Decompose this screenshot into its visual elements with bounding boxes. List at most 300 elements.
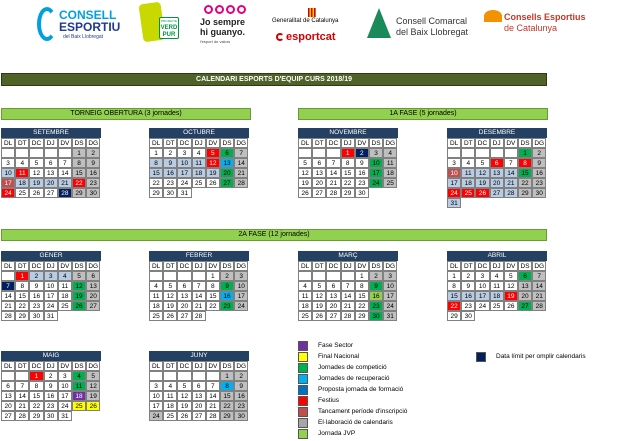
month-title: ABRIL: [447, 251, 547, 261]
month-calendar-octubre: [149, 128, 249, 198]
day-cell: 12: [29, 168, 43, 178]
weekday-header: DG: [383, 261, 397, 271]
day-cell: 6: [518, 271, 532, 281]
day-cell: 22: [518, 178, 532, 188]
day-cell: 23: [532, 178, 546, 188]
day-cell: 31: [58, 411, 72, 421]
day-cell: 22: [206, 301, 220, 311]
day-cell: 12: [86, 381, 100, 391]
day-cell: 19: [163, 301, 177, 311]
weekday-header: DS: [518, 138, 532, 148]
month-calendar-juny: [149, 351, 249, 421]
day-cell: 11: [163, 391, 177, 401]
day-cell: 4: [383, 148, 397, 158]
weekday-header: DT: [461, 261, 475, 271]
weekday-header: DL: [149, 261, 163, 271]
day-cell: 13: [1, 391, 15, 401]
consell-comarcal-text-1: Consell Comarcal: [396, 16, 468, 26]
day-cell: 21: [326, 178, 340, 188]
day-cell: 21: [192, 301, 206, 311]
day-cell: 15: [149, 168, 163, 178]
day-cell: 4: [149, 281, 163, 291]
empty-cell: [15, 148, 29, 158]
day-cell: 4: [461, 158, 475, 168]
jo-sempre-circles-icon: [204, 5, 254, 15]
weekday-header: DS: [518, 261, 532, 271]
day-cell: 22: [149, 178, 163, 188]
day-cell: 13: [518, 281, 532, 291]
day-cell: 27: [312, 188, 326, 198]
day-cell: 23: [86, 178, 100, 188]
empty-cell: [177, 271, 191, 281]
consells-esportius-text-2: de Catalunya: [504, 23, 558, 33]
day-cell: 29: [72, 188, 86, 198]
weekday-header: DL: [447, 138, 461, 148]
day-cell: 12: [312, 291, 326, 301]
day-cell: 13: [326, 291, 340, 301]
day-cell: 24: [369, 178, 383, 188]
day-cell: 30: [355, 188, 369, 198]
day-cell: 31: [44, 311, 58, 321]
month-calendar-febrer: [149, 251, 249, 321]
day-cell: 11: [461, 168, 475, 178]
day-cell: 13: [192, 391, 206, 401]
day-cell: 5: [163, 281, 177, 291]
day-cell: 2: [355, 148, 369, 158]
logo-consell-comarcal: [367, 8, 479, 42]
day-cell: 29: [220, 411, 234, 421]
legend-swatch: [298, 374, 308, 384]
empty-cell: [298, 148, 312, 158]
day-cell: 30: [44, 411, 58, 421]
empty-cell: [58, 148, 72, 158]
weekday-header: DL: [447, 261, 461, 271]
day-cell: 24: [383, 301, 397, 311]
logo-generalitat: [272, 8, 362, 48]
day-cell: 1: [341, 148, 355, 158]
weekday-header: DV: [355, 138, 369, 148]
day-cell: 20: [220, 168, 234, 178]
day-cell: 29: [447, 311, 461, 321]
day-cell: 17: [177, 168, 191, 178]
verd-pur-text-2: VERD: [160, 25, 178, 31]
empty-cell: [490, 148, 504, 158]
day-cell: 16: [220, 291, 234, 301]
day-cell: 18: [149, 301, 163, 311]
esportcat-logo: [276, 31, 356, 45]
weekday-header: DJ: [490, 261, 504, 271]
day-cell: 22: [355, 301, 369, 311]
weekday-header: DV: [206, 261, 220, 271]
day-cell: 16: [355, 168, 369, 178]
weekday-header: DS: [369, 261, 383, 271]
logo-consells-esportius: [484, 10, 619, 40]
day-cell: 28: [192, 311, 206, 321]
month-grid: [298, 261, 398, 321]
day-cell: 19: [312, 301, 326, 311]
day-cell: 10: [1, 168, 15, 178]
weekday-header: DG: [532, 261, 546, 271]
phase-1a-fase: 1A FASE (5 jornades): [298, 108, 548, 120]
day-cell: 2: [29, 271, 43, 281]
day-cell: 13: [177, 291, 191, 301]
day-cell: 19: [29, 178, 43, 188]
legend-label: Jornada JVP: [318, 430, 356, 437]
empty-cell: [15, 371, 29, 381]
day-cell: 18: [192, 168, 206, 178]
day-cell: 18: [72, 391, 86, 401]
day-cell: 16: [86, 168, 100, 178]
day-cell: 2: [369, 271, 383, 281]
day-cell: 13: [220, 158, 234, 168]
day-cell: 14: [15, 391, 29, 401]
day-cell: 20: [518, 291, 532, 301]
logo-jo-sempre: [200, 5, 262, 45]
day-cell: 13: [312, 168, 326, 178]
day-cell: 14: [326, 168, 340, 178]
legend-swatch: [298, 352, 308, 362]
month-grid: [298, 138, 398, 198]
day-cell: 23: [234, 401, 248, 411]
day-cell: 8: [72, 158, 86, 168]
legend-label: Jornades de competició: [318, 364, 387, 371]
day-cell: 22: [72, 178, 86, 188]
empty-cell: [29, 148, 43, 158]
weekday-header: DV: [58, 138, 72, 148]
day-cell: 28: [58, 188, 72, 198]
month-title: GENER: [1, 251, 101, 261]
day-cell: 9: [355, 158, 369, 168]
day-cell: 22: [447, 301, 461, 311]
day-cell: 28: [504, 188, 518, 198]
day-cell: 12: [475, 168, 489, 178]
day-cell: 20: [177, 301, 191, 311]
esportcat-mark-icon: [276, 33, 284, 41]
month-title: DESEMBRE: [447, 128, 547, 138]
day-cell: 29: [149, 188, 163, 198]
logo-text-3: del Baix Llobregat: [63, 34, 104, 40]
day-cell: 18: [15, 178, 29, 188]
weekday-header: DV: [206, 138, 220, 148]
month-grid: [447, 138, 547, 208]
day-cell: 22: [15, 301, 29, 311]
legend-label: Tancament període d'inscripció: [318, 408, 408, 415]
day-cell: 10: [447, 168, 461, 178]
day-cell: 2: [532, 148, 546, 158]
weekday-header: DG: [383, 138, 397, 148]
consell-comarcal-mark-icon: [367, 8, 391, 38]
month-calendar-setembre: [1, 128, 101, 198]
day-cell: 5: [504, 271, 518, 281]
day-cell: 12: [206, 158, 220, 168]
day-cell: 16: [234, 391, 248, 401]
day-cell: 27: [177, 311, 191, 321]
day-cell: 13: [86, 281, 100, 291]
day-cell: 19: [86, 391, 100, 401]
legend-label: Data límit per omplir calendaris: [496, 353, 586, 360]
day-cell: 16: [369, 291, 383, 301]
verd-pur-badge: [159, 17, 179, 39]
day-cell: 5: [72, 271, 86, 281]
weekday-header: DC: [177, 138, 191, 148]
weekday-header: DG: [532, 138, 546, 148]
day-cell: 5: [29, 158, 43, 168]
month-grid: [1, 138, 101, 198]
day-cell: 18: [383, 168, 397, 178]
legend-item-data-limit: [476, 352, 586, 362]
day-cell: 15: [518, 168, 532, 178]
weekday-header: DT: [163, 138, 177, 148]
day-cell: 29: [15, 311, 29, 321]
legend-swatch: [298, 396, 308, 406]
day-cell: 3: [149, 381, 163, 391]
month-grid: [1, 361, 101, 421]
day-cell: 1: [447, 271, 461, 281]
weekday-header: DV: [58, 361, 72, 371]
day-cell: 3: [58, 371, 72, 381]
month-calendar-novembre: [298, 128, 398, 198]
day-cell: 6: [490, 158, 504, 168]
day-cell: 27: [220, 178, 234, 188]
day-cell: 3: [369, 148, 383, 158]
legend-label: Jornades de recuperació: [318, 375, 390, 382]
legend-item: [298, 352, 359, 362]
day-cell: 16: [29, 291, 43, 301]
day-cell: 12: [72, 281, 86, 291]
weekday-header: DL: [298, 261, 312, 271]
day-cell: 15: [220, 391, 234, 401]
day-cell: 12: [504, 281, 518, 291]
weekday-header: DJ: [192, 261, 206, 271]
legend-label: Festius: [318, 397, 339, 404]
day-cell: 21: [15, 401, 29, 411]
weekday-header: DC: [475, 261, 489, 271]
day-cell: 18: [58, 291, 72, 301]
day-cell: 19: [298, 178, 312, 188]
day-cell: 26: [206, 178, 220, 188]
day-cell: 22: [341, 178, 355, 188]
day-cell: 18: [490, 291, 504, 301]
weekday-header: DG: [86, 361, 100, 371]
day-cell: 25: [461, 188, 475, 198]
day-cell: 12: [298, 168, 312, 178]
weekday-header: DV: [58, 261, 72, 271]
legend-item: [298, 429, 355, 439]
day-cell: 30: [163, 188, 177, 198]
day-cell: 9: [220, 281, 234, 291]
day-cell: 11: [192, 158, 206, 168]
day-cell: 21: [341, 301, 355, 311]
weekday-header: DT: [163, 361, 177, 371]
day-cell: 15: [447, 291, 461, 301]
day-cell: 5: [475, 158, 489, 168]
month-grid: [149, 261, 249, 321]
day-cell: 29: [29, 411, 43, 421]
weekday-header: DS: [72, 361, 86, 371]
weekday-header: DC: [177, 361, 191, 371]
phase-2a-fase: 2A FASE (12 jornades): [1, 229, 547, 241]
day-cell: 8: [206, 281, 220, 291]
day-cell: 15: [72, 168, 86, 178]
day-cell: 4: [490, 271, 504, 281]
day-cell: 13: [490, 168, 504, 178]
month-title: NOVEMBRE: [298, 128, 398, 138]
legend-item: [298, 374, 390, 384]
month-grid: [149, 138, 249, 198]
empty-cell: [341, 271, 355, 281]
weekday-header: DJ: [341, 138, 355, 148]
day-cell: 15: [206, 291, 220, 301]
weekday-header: DG: [234, 361, 248, 371]
empty-cell: [44, 148, 58, 158]
day-cell: 6: [1, 381, 15, 391]
day-cell: 19: [504, 291, 518, 301]
day-cell: 14: [1, 291, 15, 301]
day-cell: 1: [206, 271, 220, 281]
day-cell: 1: [149, 148, 163, 158]
day-cell: 8: [518, 158, 532, 168]
day-cell: 12: [177, 391, 191, 401]
legend-swatch: [298, 418, 308, 428]
day-cell: 24: [44, 301, 58, 311]
weekday-header: DG: [86, 261, 100, 271]
day-cell: 23: [220, 301, 234, 311]
empty-cell: [326, 148, 340, 158]
jo-sempre-text-1: Jo sempre: [200, 17, 246, 27]
day-cell: 5: [312, 281, 326, 291]
legend-label: El·laboració de calendaris: [318, 419, 393, 426]
jo-sempre-text-2: hi guanyo.: [200, 27, 245, 37]
day-cell: 23: [461, 301, 475, 311]
day-cell: 11: [72, 381, 86, 391]
day-cell: 28: [326, 188, 340, 198]
day-cell: 2: [163, 148, 177, 158]
day-cell: 15: [341, 168, 355, 178]
day-cell: 28: [341, 311, 355, 321]
weekday-header: DG: [86, 138, 100, 148]
day-cell: 19: [206, 168, 220, 178]
day-cell: 17: [383, 291, 397, 301]
weekday-header: DL: [1, 261, 15, 271]
empty-cell: [163, 371, 177, 381]
day-cell: 22: [220, 401, 234, 411]
day-cell: 18: [163, 401, 177, 411]
day-cell: 14: [504, 168, 518, 178]
empty-cell: [1, 371, 15, 381]
weekday-header: DT: [461, 138, 475, 148]
day-cell: 8: [15, 281, 29, 291]
day-cell: 14: [206, 391, 220, 401]
weekday-header: DS: [72, 261, 86, 271]
day-cell: 19: [72, 291, 86, 301]
day-cell: 16: [461, 291, 475, 301]
month-title: SETEMBRE: [1, 128, 101, 138]
day-cell: 23: [163, 178, 177, 188]
empty-cell: [149, 271, 163, 281]
day-cell: 27: [86, 301, 100, 311]
weekday-header: DC: [29, 361, 43, 371]
day-cell: 25: [58, 301, 72, 311]
day-cell: 17: [58, 391, 72, 401]
day-cell: 3: [383, 271, 397, 281]
weekday-header: DJ: [341, 261, 355, 271]
day-cell: 4: [58, 271, 72, 281]
day-cell: 23: [29, 301, 43, 311]
day-cell: 20: [86, 291, 100, 301]
day-cell: 10: [58, 381, 72, 391]
day-cell: 10: [369, 158, 383, 168]
day-cell: 26: [29, 188, 43, 198]
day-cell: 26: [177, 411, 191, 421]
day-cell: 1: [29, 371, 43, 381]
day-cell: 4: [163, 381, 177, 391]
day-cell: 30: [86, 188, 100, 198]
consells-esportius-text-1: Consells Esportius: [504, 12, 586, 22]
empty-cell: [192, 271, 206, 281]
empty-cell: [1, 148, 15, 158]
day-cell: 30: [461, 311, 475, 321]
empty-cell: [326, 271, 340, 281]
day-cell: 6: [177, 281, 191, 291]
day-cell: 8: [341, 158, 355, 168]
day-cell: 9: [369, 281, 383, 291]
day-cell: 20: [326, 301, 340, 311]
day-cell: 27: [192, 411, 206, 421]
day-cell: 24: [447, 188, 461, 198]
day-cell: 21: [1, 301, 15, 311]
weekday-header: DV: [206, 361, 220, 371]
empty-cell: [149, 371, 163, 381]
day-cell: 4: [72, 371, 86, 381]
day-cell: 10: [149, 391, 163, 401]
day-cell: 14: [192, 291, 206, 301]
day-cell: 11: [490, 281, 504, 291]
day-cell: 8: [355, 281, 369, 291]
day-cell: 1: [355, 271, 369, 281]
month-calendar-desembre: [447, 128, 547, 208]
legend-swatch: [476, 352, 486, 362]
weekday-header: DL: [298, 138, 312, 148]
legend-item: [298, 341, 353, 351]
jo-sempre-text-3: l'esport de valors: [200, 39, 231, 44]
empty-cell: [461, 148, 475, 158]
day-cell: 29: [341, 188, 355, 198]
day-cell: 7: [58, 158, 72, 168]
day-cell: 23: [369, 301, 383, 311]
generalitat-text: Generalitat de Catalunya: [272, 18, 339, 24]
legend-label: Proposta jornada de formació: [318, 386, 404, 393]
day-cell: 17: [447, 178, 461, 188]
day-cell: 24: [149, 411, 163, 421]
month-title: OCTUBRE: [149, 128, 249, 138]
logo-text-2: ESPORTIU: [59, 20, 121, 34]
day-cell: 25: [163, 411, 177, 421]
weekday-header: DL: [149, 361, 163, 371]
day-cell: 6: [86, 271, 100, 281]
day-cell: 31: [447, 198, 461, 208]
day-cell: 28: [532, 301, 546, 311]
day-cell: 20: [44, 178, 58, 188]
day-cell: 23: [44, 401, 58, 411]
day-cell: 10: [234, 281, 248, 291]
day-cell: 29: [518, 188, 532, 198]
day-cell: 7: [326, 158, 340, 168]
weekday-header: DJ: [44, 138, 58, 148]
day-cell: 24: [475, 301, 489, 311]
day-cell: 18: [298, 301, 312, 311]
legend-label: Final Nacional: [318, 353, 360, 360]
weekday-header: DJ: [192, 361, 206, 371]
